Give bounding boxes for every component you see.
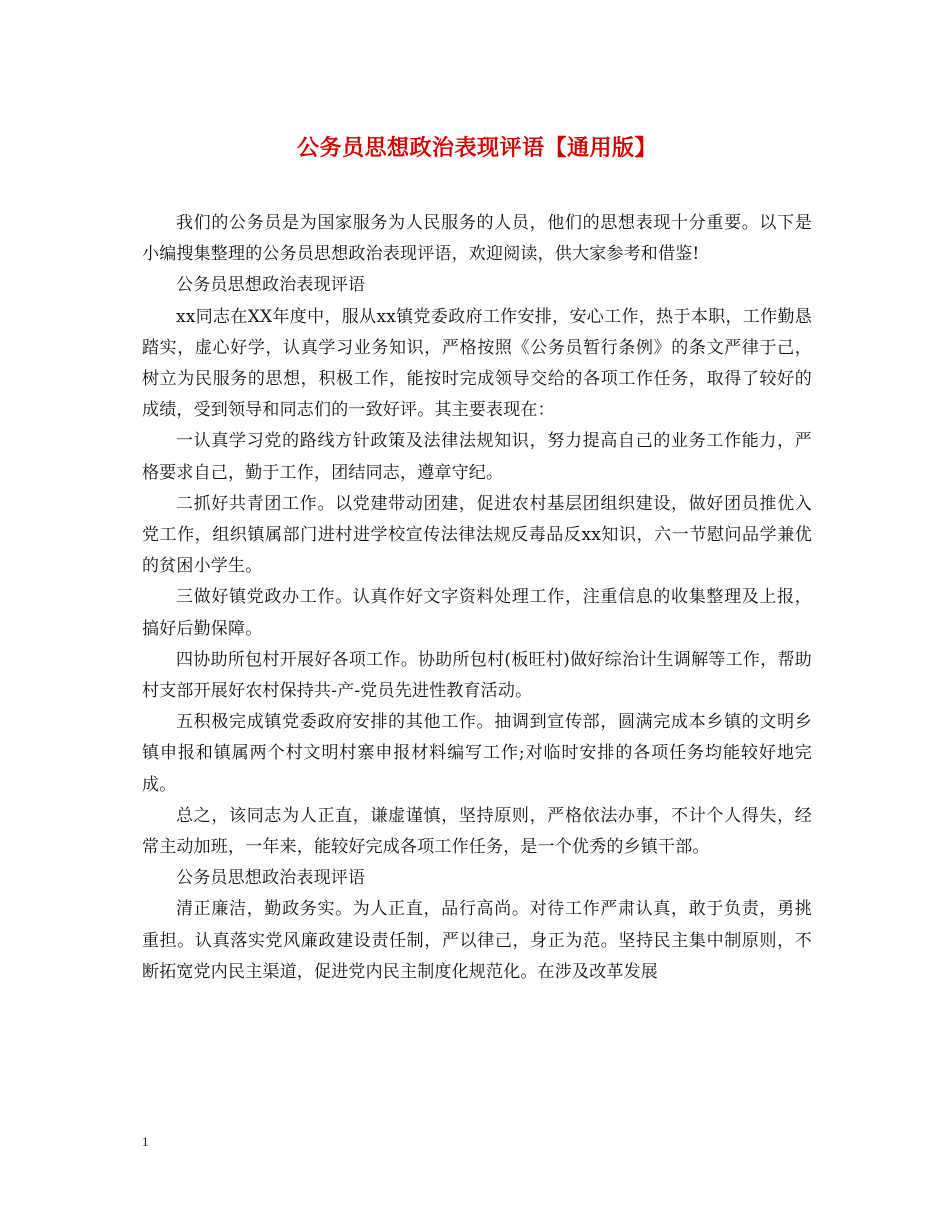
second-evaluation-paragraph: 清正廉洁，勤政务实。为人正直，品行高尚。对待工作严肃认真，敢于负责，勇挑重担。认真落实党风廉政建设责任制，严以律己，身正为范。坚持民主集中制原则，不断拓宽党内民主渠道，促进党内民主制度化规范化。在涉及改革发展 — [142, 899, 812, 982]
point-three-paragraph: 三做好镇党政办工作。认真作好文字资料处理工作，注重信息的收集整理及上报，搞好后勤保障。 — [142, 587, 812, 639]
document-title: 公务员思想政治表现评语【通用版】 — [296, 135, 657, 161]
section-heading-2: 公务员思想政治表现评语 — [176, 868, 366, 889]
point-five-paragraph: 五积极完成镇党委政府安排的其他工作。抽调到宣传部，圆满完成本乡镇的文明乡镇申报和镇属两个村文明村寨申报材料编写工作;对临时安排的各项任务均能较好地完成。 — [142, 712, 812, 795]
document-page — [142, 118, 812, 1178]
evaluation-paragraph: xx同志在XX年度中，服从xx镇党委政府工作安排，安心工作，热于本职，工作勤恳踏实，虚心好学，认真学习业务知识，严格按照《公务员暂行条例》的条文严律于己，树立为民服务的思想，积极工作，能按时完成领导交给的各项工作任务，取得了较好的成绩，受到领导和同志们的一致好评。其主要表现在： — [142, 306, 812, 421]
section-heading-1: 公务员思想政治表现评语 — [176, 275, 366, 296]
document-body — [142, 208, 812, 988]
point-two-paragraph: 二抓好共青团工作。以党建带动团建，促进农村基层团组织建设，做好团员推优入党工作，组织镇属部门进村进学校宣传法律法规反毒品反xx知识，六一节慰问品学兼优的贫困小学生。 — [142, 493, 812, 577]
intro-paragraph: 我们的公务员是为国家服务为人民服务的人员，他们的思想表现十分重要。以下是小编搜集整理的公务员思想政治表现评语，欢迎阅读，供大家参考和借鉴! — [142, 213, 812, 265]
summary-paragraph: 总之，该同志为人正直，谦虚谨慎，坚持原则，严格依法办事，不计个人得失，经常主动加班，一年来，能较好完成各项工作任务，是一个优秀的乡镇干部。 — [142, 805, 812, 858]
point-one-paragraph: 一认真学习党的路线方针政策及法律法规知识，努力提高自己的业务工作能力，严格要求自己，勤于工作，团结同志，遵章守纪。 — [142, 431, 812, 483]
point-four-paragraph: 四协助所包村开展好各项工作。协助所包村(板旺村)做好综治计生调解等工作，帮助村支部开展好农村保持共-产-党员先进性教育活动。 — [142, 649, 812, 702]
page-number: 1 — [142, 1134, 149, 1149]
